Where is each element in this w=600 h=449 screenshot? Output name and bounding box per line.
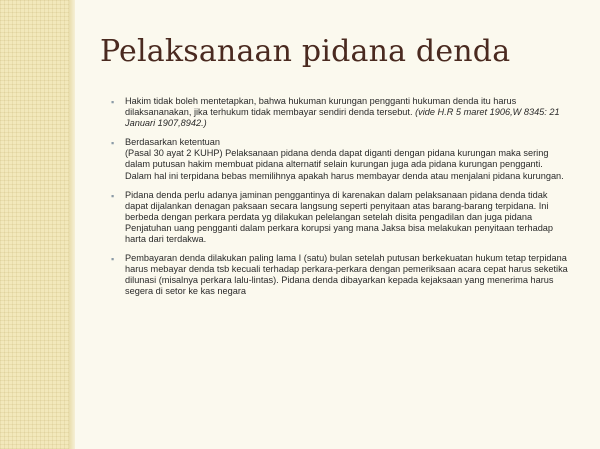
bullet-text: Pidana denda perlu adanya jaminan penggantinya di karenakan dalam pelaksanaan pidana denda tidak dapat dijalankan denagan paksaan secara langsung seperti penyitaan atas barang-barang terpidana. Ini berbeda dengan perkara perdata yg dilakukan pelelangan setelah disita pengadilan dan juga pidana Penjatuhan uang pengganti dalam perkara korupsi yang mana Jaksa bisa melakukan penyitaan terhadap harta dari terdakwa. <box>125 189 554 245</box>
reference-citation: (vide H.R 5 maret 1906,W 8345: 21 Januari 1907,8942.) <box>125 107 560 129</box>
decorative-side-strip <box>0 0 69 449</box>
slide-title: Pelaksanaan pidana denda <box>100 34 511 69</box>
bullet-text: (Pasal 30 ayat 2 KUHP) Pelaksanaan pidana denda dapat diganti dengan pidana kurungan maka sering dalam putusan hakim membuat pidana alternatif selain kurungan juga ada pidana kurungan pengganti. Dalam hal ini terpidana bebas memilihnya apakah harus membayar denda atau menjalani pidana kurungan. <box>125 148 564 181</box>
bullet-text: Hakim tidak boleh mentetapkan, bahwa hukuman kurungan pengganti hukuman denda itu harus dilaksananakan, jika terhukum tidak membayar sendiri denda tersebut. (vide H.R 5 maret 1906,W 8345: 21 Januari 1907,8942.) <box>125 96 560 129</box>
bullet-text: Pembayaran denda dilakukan paling lama I (satu) bulan setelah putusan berkekuatan hukum tetap terpidana harus mebayar denda tsb kecuali terhadap perkara-perkara dengan pemeriksaan acara cepat harus seketika dilunasi (misalnya perkara lalu-lintas). Pidana denda dibayarkan kepada kejaksaan yang menerima harus segera di setor ke kas negara <box>125 253 568 297</box>
square-bullet-icon: ▪ <box>111 254 115 265</box>
square-bullet-icon: ▪ <box>111 138 115 149</box>
bullet-heading: Berdasarkan ketentuan <box>125 137 221 148</box>
bullet-item <box>108 96 568 129</box>
square-bullet-icon: ▪ <box>111 97 115 107</box>
bullet-item <box>108 253 568 297</box>
bullet-item <box>108 137 568 181</box>
slide-content <box>108 96 568 306</box>
square-bullet-icon: ▪ <box>111 190 115 201</box>
bullet-item <box>108 190 568 245</box>
